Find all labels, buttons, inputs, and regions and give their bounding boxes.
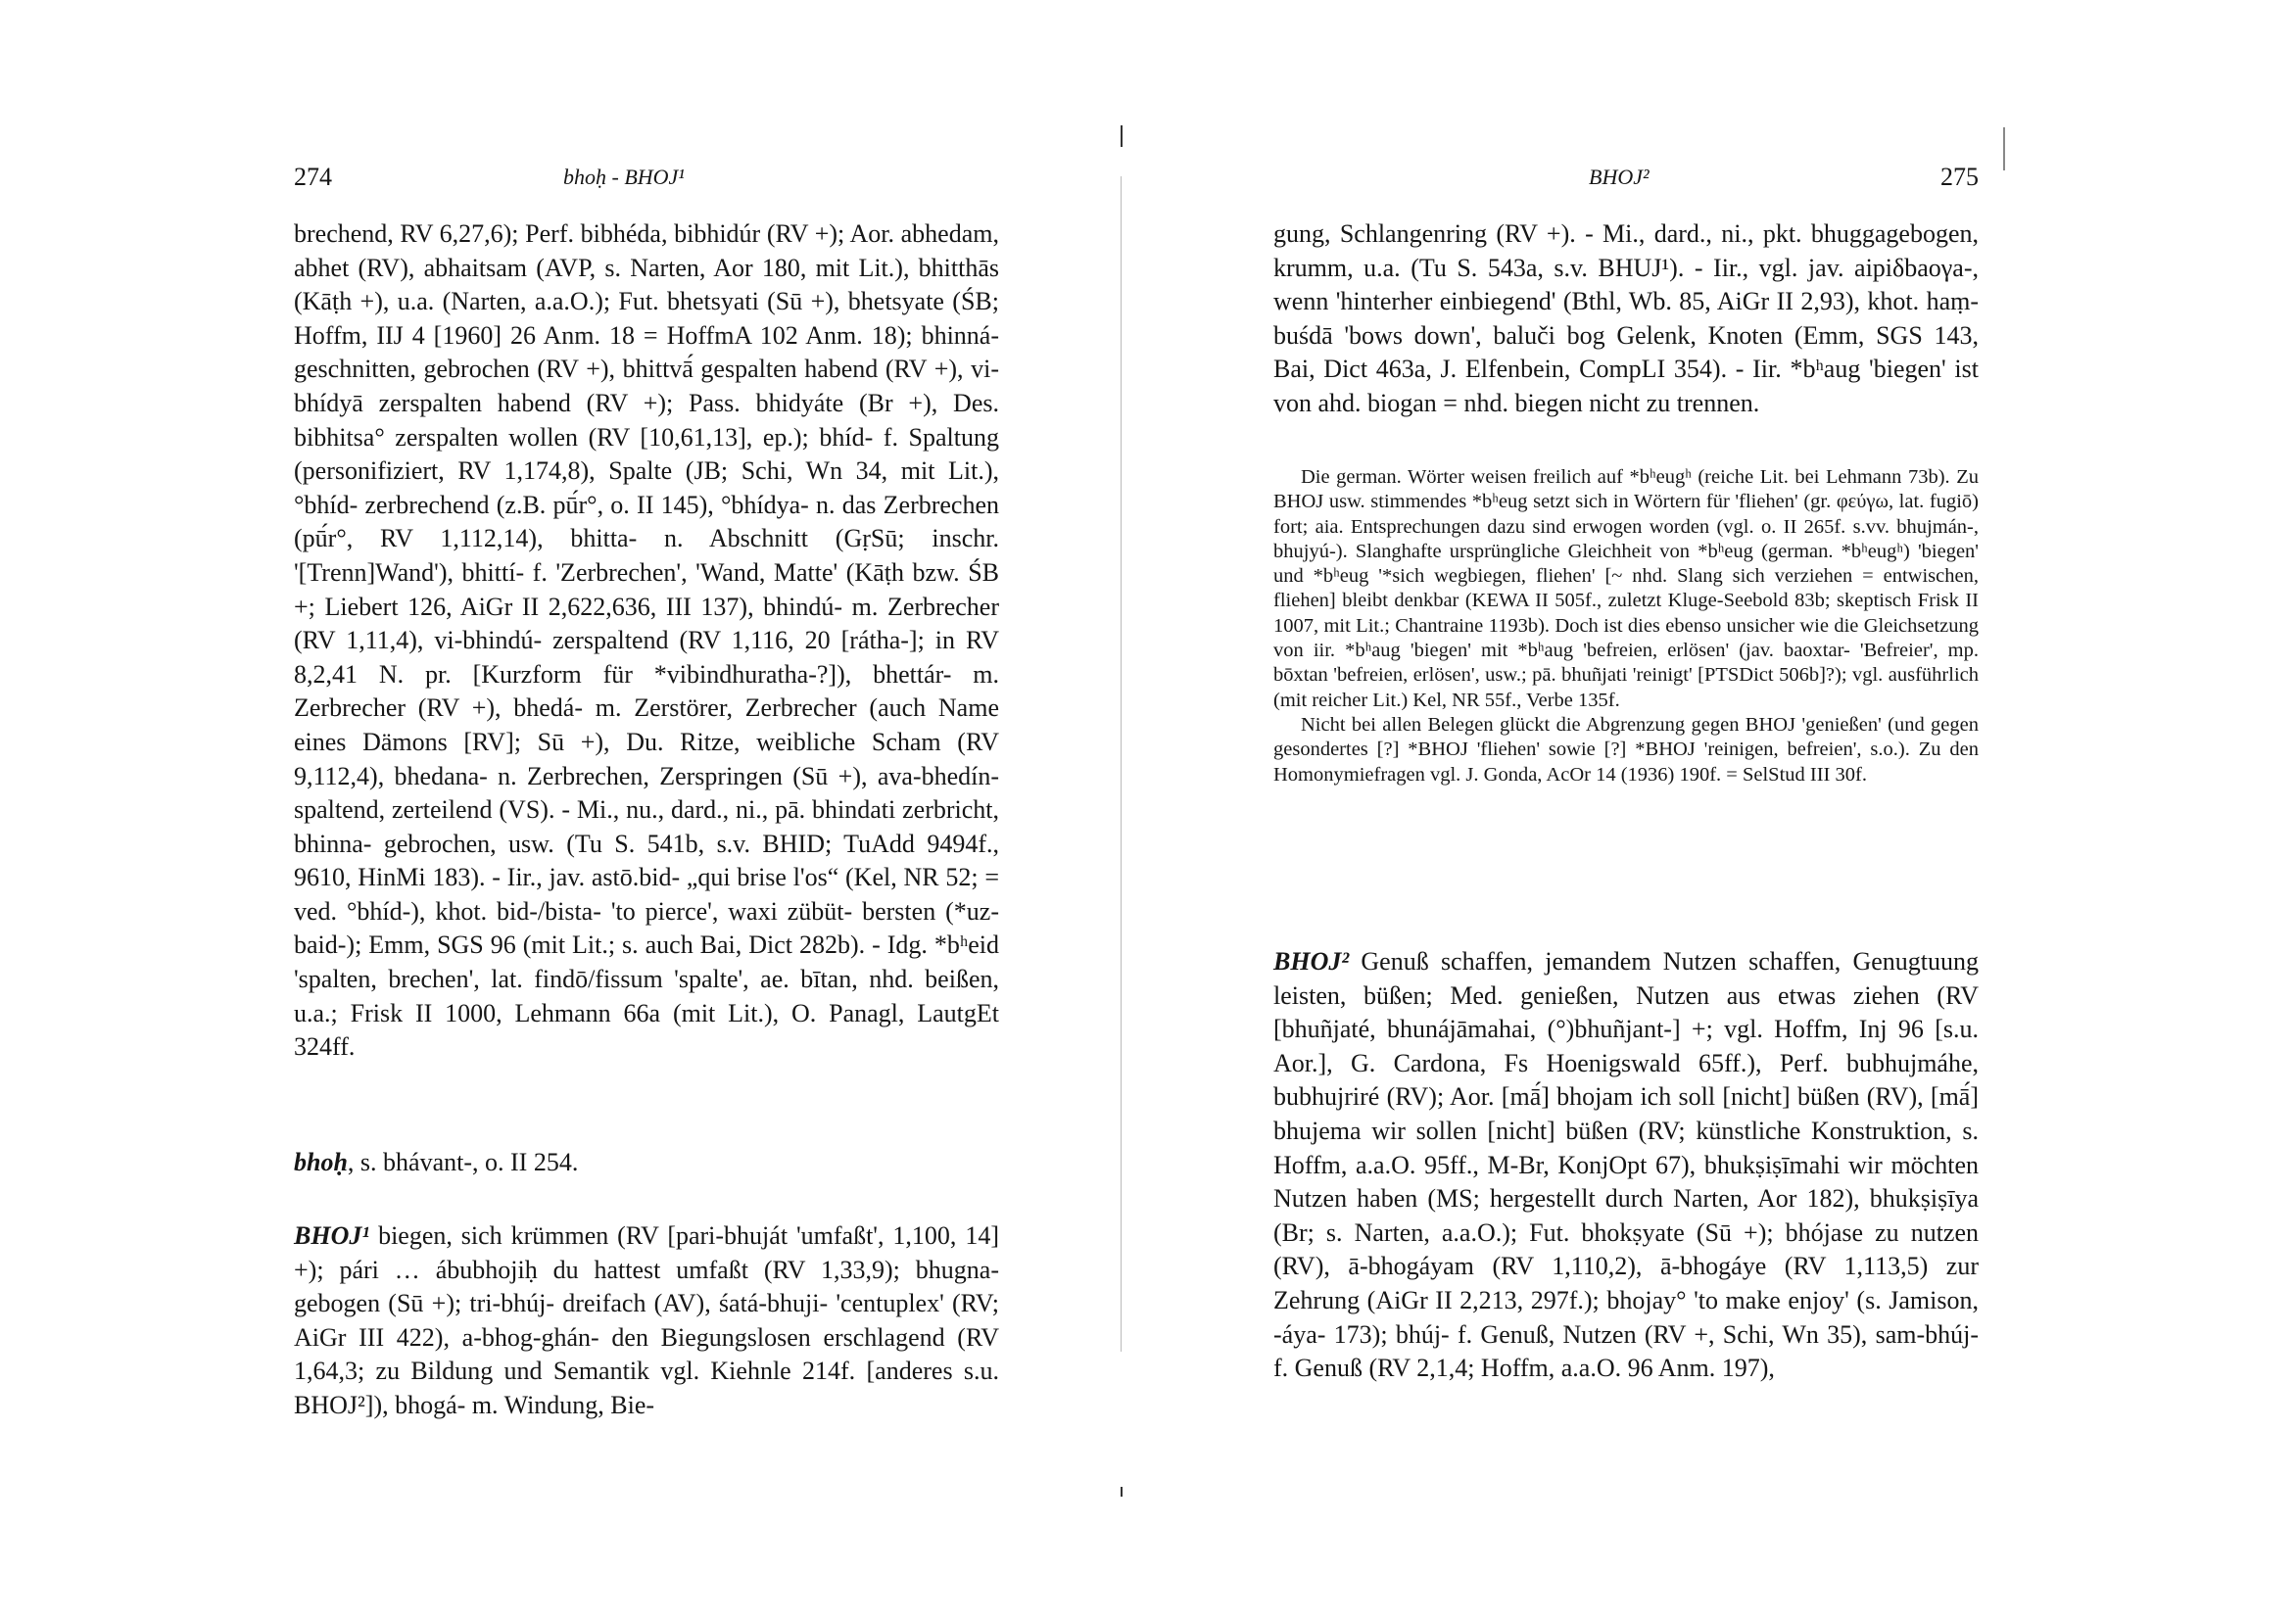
entry-bhoj2 xyxy=(1273,945,1979,1386)
entry-text: , s. bhávant-, o. II 254. xyxy=(347,1148,579,1176)
running-head: bhoḥ - BHOJ¹ xyxy=(563,165,685,189)
body-paragraph: brechend, RV 6,27,6); Perf. bibhéda, bibhidúr (RV +); Aor. abhedam, abhet (RV), abhaitsam (AVP, s. Narten, Aor 180, mit Lit.), bhitthās (Kāṭh +), u.a. (Narten, a.a.O.); Fut. bhetsyati (Sū +), bhetsyate (ŚB; Hoffm, IIJ 4 [1960] 26 Anm. 18 = HoffmA 102 Anm. 18); bhinná- geschnitten, gebrochen (RV +), bhittvā́ gespalten habend (RV +), vi-bhídyā zerspalten habend (RV +); Pass. bhidyáte (Br +), Des. bibhitsa° zerspalten wollen (RV [10,61,13], ep.); bhíd- f. Spaltung (personifiziert, RV 1,174,8), Spalte (JB; Schi, Wn 34, mit Lit.), °bhíd- zerbrechend (z.B. pū́r°, o. II 145), °bhídya- n. das Zerbrechen (pū́r°, RV 1,112,14), bhitta- n. Abschnitt (GṛSū; inschr. '[Trenn]Wand'), bhittí- f. 'Zerbrechen', 'Wand, Matte' (Kāṭh bzw. ŚB +; Liebert 126, AiGr II 2,622,636, III 137), bhindú- m. Zerbrecher (RV 1,11,4), vi-bhindú- zerspaltend (RV 1,116, 20 [rátha-]; in RV 8,2,41 N. pr. [Kurzform für *vibindhuratha-?]), bhettár- m. Zerbrecher (RV +), bhedá- m. Zerstörer, Zerbrecher (auch Name eines Dämons [RV]; Sū +), Du. Ritze, weibliche Scham (RV 9,112,4), bhedana- n. Zerbrechen, Zerspringen (Sū +), ava-bhedín- spaltend, zerteilend (VS). - Mi., nu., dard., ni., pā. bhindati zerbricht, bhinna- gebrochen, usw. (Tu S. 541b, s.v. BHID; TuAdd 9494f., 9610, HinMi 183). - Iir., jav. astō.bid- „qui brise l'os“ (Kel, NR 52; = ved. °bhíd-), khot. bid-/bista- 'to pierce', waxi zübüt- bersten (*uz-baid-); Emm, SGS 96 (mit Lit.; s. auch Bai, Dict 282b). - Idg. *bʰeid 'spalten, brechen', lat. findō/fissum 'spalte', ae. bītan, nhd. beißen, u.a.; Frisk II 1000, Lehmann 66a (mit Lit.), O. Panagl, LautgEt 324ff. xyxy=(294,219,999,1062)
note-paragraph: Die german. Wörter weisen freilich auf *bʰeugʰ (reiche Lit. bei Lehmann 73b). Zu BHOJ usw. stimmendes *bʰeug setzt sich in Wörtern für 'fliehen' (gr. φεύγω, lat. fugiō) fort; aia. Entsprechungen dazu sind erwogen worden (vgl. o. II 265f. s.vv. bhujmán-, bhujyú-). Slanghafte ursprüngliche Gleichheit von *bʰeug (german. *bʰeugʰ) 'biegen' und *bʰeug '*sich wegbiegen, fliehen' [~ nhd. Slang sich verziehen = entwischen, fliehen] bleibt denkbar (KEWA II 505f., zuletzt Kluge-Seebold 83b; skeptisch Frisk II 1007, mit Lit.; Chantraine 1193b). Doch ist dies ebenso unsicher wie die Gleichsetzung von iir. *bʰaug 'biegen' mit *bʰaug 'befreien, erlösen' (jav. baoxtar- 'Befreier', mp. bōxtan 'befreien, erlösen', usw.; pā. bhuñjati 'reinigt' [PTSDict 506b]?); vgl. ausführlich (mit reicher Lit.) Kel, NR 55f., Verbe 135f. xyxy=(1273,466,1979,711)
entry-text: Genuß schaffen, jemandem Nutzen schaffen, Genugtuung leisten, büßen; Med. genießen, Nutzen aus etwas ziehen (RV [bhuñjaté, bhunájāmahai, (°)bhuñjant-] +; vgl. Hoffm, Inj 96 [s.u. Aor.], G. Cardona, Fs Hoenigswald 65ff.), Perf. bubhujmáhe, bubhujriré (RV); Aor. [mā́] bhojam ich soll [nicht] büßen (RV), [mā́] bhujema wir sollen [nicht] büßen (RV; künstliche Konstruktion, s. Hoffm, a.a.O. 95ff., M-Br, KonjOpt 67), bhukṣiṣīmahi wir möchten Nutzen haben (MS; hergestellt durch Narten, Aor 182), bhukṣiṣīya (Br; s. Narten, a.a.O.); Fut. bhokṣyate (Sū +); bhójase zu nutzen (RV), ā-bhogáyam (RV 1,110,2), ā-bhogáye (RV 1,113,5) zur Zehrung (AiGr II 2,213, 297f.); bhojay° 'to make enjoy' (s. Jamison, -áya- 173); bhúj- f. Genuß, Nutzen (RV +, Schi, Wn 35), sam-bhúj- f. Genuß (RV 2,1,4; Hoffm, a.a.O. 96 Anm. 197), xyxy=(1273,947,1979,1383)
entry-continuation xyxy=(1273,217,1979,421)
headword: BHOJ² xyxy=(1273,947,1350,976)
page-header-left xyxy=(294,163,999,202)
entry-bhoh xyxy=(294,1146,999,1180)
entry-continuation xyxy=(294,217,999,1065)
entry-text: biegen, sich krümmen (RV [pari-bhuját 'umfaßt', 1,100, 14] +); pári … ábubhojiḥ du hattest umfaßt (RV 1,33,9); bhugna- gebogen (Sū +); tri-bhúj- dreifach (AV), śatá-bhuji- 'centuplex' (RV; AiGr III 422), a-bhog-ghán- den Biegungslosen erschlagend (RV 1,64,3; zu Bildung und Semantik vgl. Kiehnle 214f. [anderes s.u. BHOJ²]), bhogá- m. Windung, Bie- xyxy=(294,1221,999,1419)
running-head: BHOJ² xyxy=(1589,165,1650,189)
gutter-mark xyxy=(1121,125,1123,147)
page-header-right xyxy=(1273,163,1979,202)
edge-mark xyxy=(2003,127,2005,170)
note-paragraph: Nicht bei allen Belegen glückt die Abgrenzung gegen BHOJ 'genießen' (und gegen gesondertes [?] *BHOJ 'fliehen' sowie [?] *BHOJ 'reinigen, befreien', s.o.). Zu den Homonymiefragen vgl. J. Gonda, AcOr 14 (1936) 190f. = SelStud III 30f. xyxy=(1273,713,1979,786)
gutter-mark xyxy=(1121,1487,1123,1497)
body-paragraph: gung, Schlangenring (RV +). - Mi., dard., ni., pkt. bhuggagebogen, krumm, u.a. (Tu S. 543a, s.v. BHUJ¹). - Iir., vgl. jav. aipiδbaoγa-, wenn 'hinterher einbiegend' (Bthl, Wb. 85, AiGr II 2,93), khot. haṃ-buśdā 'bows down', baluči bog Gelenk, Knoten (Emm, SGS 143, Bai, Dict 463a, J. Elfenbein, CompLI 354). - Iir. *bʰaug 'biegen' ist von ahd. biogan = nhd. biegen nicht zu trennen. xyxy=(1273,219,1979,417)
headword: bhoḥ xyxy=(294,1148,348,1176)
page-number: 274 xyxy=(294,163,332,191)
headword: BHOJ¹ xyxy=(294,1221,370,1250)
entry-bhoj1 xyxy=(294,1219,999,1423)
smallprint-notes xyxy=(1273,465,1979,787)
page-number: 275 xyxy=(1940,163,1979,191)
gutter-line xyxy=(1121,176,1122,1352)
